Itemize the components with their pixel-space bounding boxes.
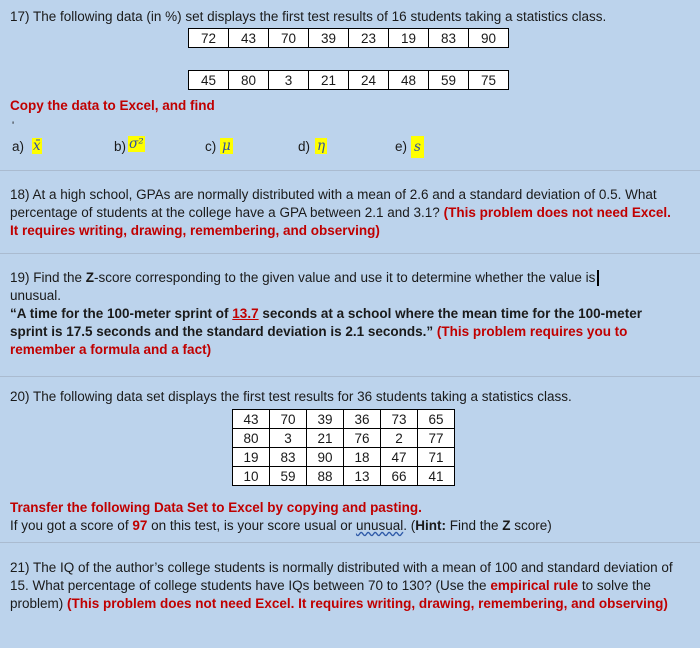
q18-text [10, 186, 682, 240]
q21-empirical-rule: empirical rule [490, 578, 579, 593]
table-cell: 47 [381, 448, 418, 467]
q20-s3: . ( [403, 518, 416, 533]
table-cell: 66 [381, 467, 418, 486]
table-cell: 76 [344, 429, 381, 448]
table-cell: 24 [349, 71, 389, 90]
part-c-symbol: μ [222, 138, 231, 154]
table-cell: 73 [381, 410, 418, 429]
table-cell: 71 [418, 448, 455, 467]
q18-question: 18) At a high school, GPAs are normally distributed with a mean of 2.6 and a standard deviation of 0.5. What percentage of students at the college have a GPA between 2.1 and 3.1? [10, 187, 657, 220]
q18-note: (This problem does not need Excel. It requires writing, drawing, remembering, and observing) [10, 205, 671, 238]
table-cell: 83 [429, 29, 469, 48]
part-e-label: e) [395, 139, 408, 154]
table-cell: 75 [469, 71, 509, 90]
table-cell: 90 [307, 448, 344, 467]
q20-table [232, 409, 455, 486]
table-cell: 39 [309, 29, 349, 48]
table-cell: 70 [270, 410, 307, 429]
table-cell: 23 [349, 29, 389, 48]
q19-z: Z [85, 270, 95, 285]
q20-instructions [10, 499, 690, 535]
table-cell: 39 [307, 410, 344, 429]
q20-s5: score) [510, 518, 552, 533]
q17-intro: 17) The following data (in %) set displays the first test results of 16 students taking a statistics class. [10, 9, 607, 24]
q19-value: 13.7 [232, 306, 259, 321]
table-cell: 83 [270, 448, 307, 467]
table-cell: 65 [418, 410, 455, 429]
part-c-label: c) [205, 139, 217, 154]
divider [0, 376, 700, 377]
q20-s1: If you got a score of [10, 518, 133, 533]
table-cell: 21 [307, 429, 344, 448]
table-cell: 10 [233, 467, 270, 486]
table-cell: 90 [469, 29, 509, 48]
q19-prefix: 19) Find the [10, 270, 86, 285]
q20-s2: on this test, is your score usual or [147, 518, 356, 533]
table-cell: 59 [429, 71, 469, 90]
table-cell: 41 [418, 467, 455, 486]
part-b-label: b) [114, 139, 127, 154]
table-cell: 59 [270, 467, 307, 486]
q21-text [10, 559, 690, 613]
table-row [233, 410, 455, 429]
table-cell: 70 [269, 29, 309, 48]
table-cell: 2 [381, 429, 418, 448]
q19-quote-start: “A time for the 100-meter sprint of [10, 306, 233, 321]
table-cell: 19 [233, 448, 270, 467]
part-b-symbol: σ² [129, 136, 144, 152]
q19-note: (This problem requires you to remember a formula and a fact) [10, 324, 628, 357]
q17-table-row1 [188, 28, 509, 48]
q21-note: (This problem does not need Excel. It requires writing, drawing, remembering, and observing) [67, 596, 668, 611]
table-cell: 43 [229, 29, 269, 48]
table-cell: 3 [269, 71, 309, 90]
text-cursor [597, 270, 599, 286]
q21-question-end: to solve the problem) [10, 578, 651, 611]
q20-z: Z [502, 518, 511, 533]
divider [0, 170, 700, 171]
table-cell: 72 [189, 29, 229, 48]
q21-question: 21) The IQ of the author’s college students is normally distributed with a mean of 100 and standard deviation of 15. What percentage of college students have IQs between 70 to 130? (Use the [10, 560, 673, 593]
table-cell: 43 [233, 410, 270, 429]
q17-instruction: Copy the data to Excel, and find [10, 98, 215, 113]
part-d-label: d) [298, 139, 311, 154]
table-cell: 80 [229, 71, 269, 90]
q20-score: 97 [132, 518, 148, 533]
q20-transfer: Transfer the following Data Set to Excel by copying and pasting. [10, 500, 422, 515]
divider [0, 542, 700, 543]
part-a-label: a) [12, 139, 25, 154]
q20-unusual: unusual [355, 518, 404, 533]
q19-unusual: unusual. [10, 288, 62, 303]
q20-intro: 20) The following data set displays the first test results for 36 students taking a statistics class. [10, 389, 572, 404]
table-cell: 3 [270, 429, 307, 448]
tick-mark: ' [12, 120, 15, 132]
q19-quote-end: seconds at a school where the mean time for the 100-meter sprint is 17.5 seconds and the standard deviation is 2.1 seconds.” [10, 306, 642, 339]
table-cell: 48 [389, 71, 429, 90]
part-d-symbol: η [317, 138, 326, 154]
q20-s4: Find the [446, 518, 503, 533]
table-cell: 77 [418, 429, 455, 448]
table-cell: 80 [233, 429, 270, 448]
table-cell: 13 [344, 467, 381, 486]
table-cell: 36 [344, 410, 381, 429]
table-cell: 88 [307, 467, 344, 486]
table-row [233, 448, 455, 467]
table-row [233, 467, 455, 486]
q19-text [10, 269, 682, 359]
q20-hint: Hint: [415, 518, 446, 533]
table-cell: 18 [344, 448, 381, 467]
table-cell: 19 [389, 29, 429, 48]
table-row [233, 429, 455, 448]
q19-rest: -score corresponding to the given value and use it to determine whether the value is [94, 270, 596, 285]
part-e-symbol: s [411, 136, 424, 158]
part-a-symbol: x̄ [33, 138, 41, 154]
divider [0, 253, 700, 254]
q17-table-row2 [188, 70, 509, 90]
table-cell: 45 [189, 71, 229, 90]
table-cell: 21 [309, 71, 349, 90]
